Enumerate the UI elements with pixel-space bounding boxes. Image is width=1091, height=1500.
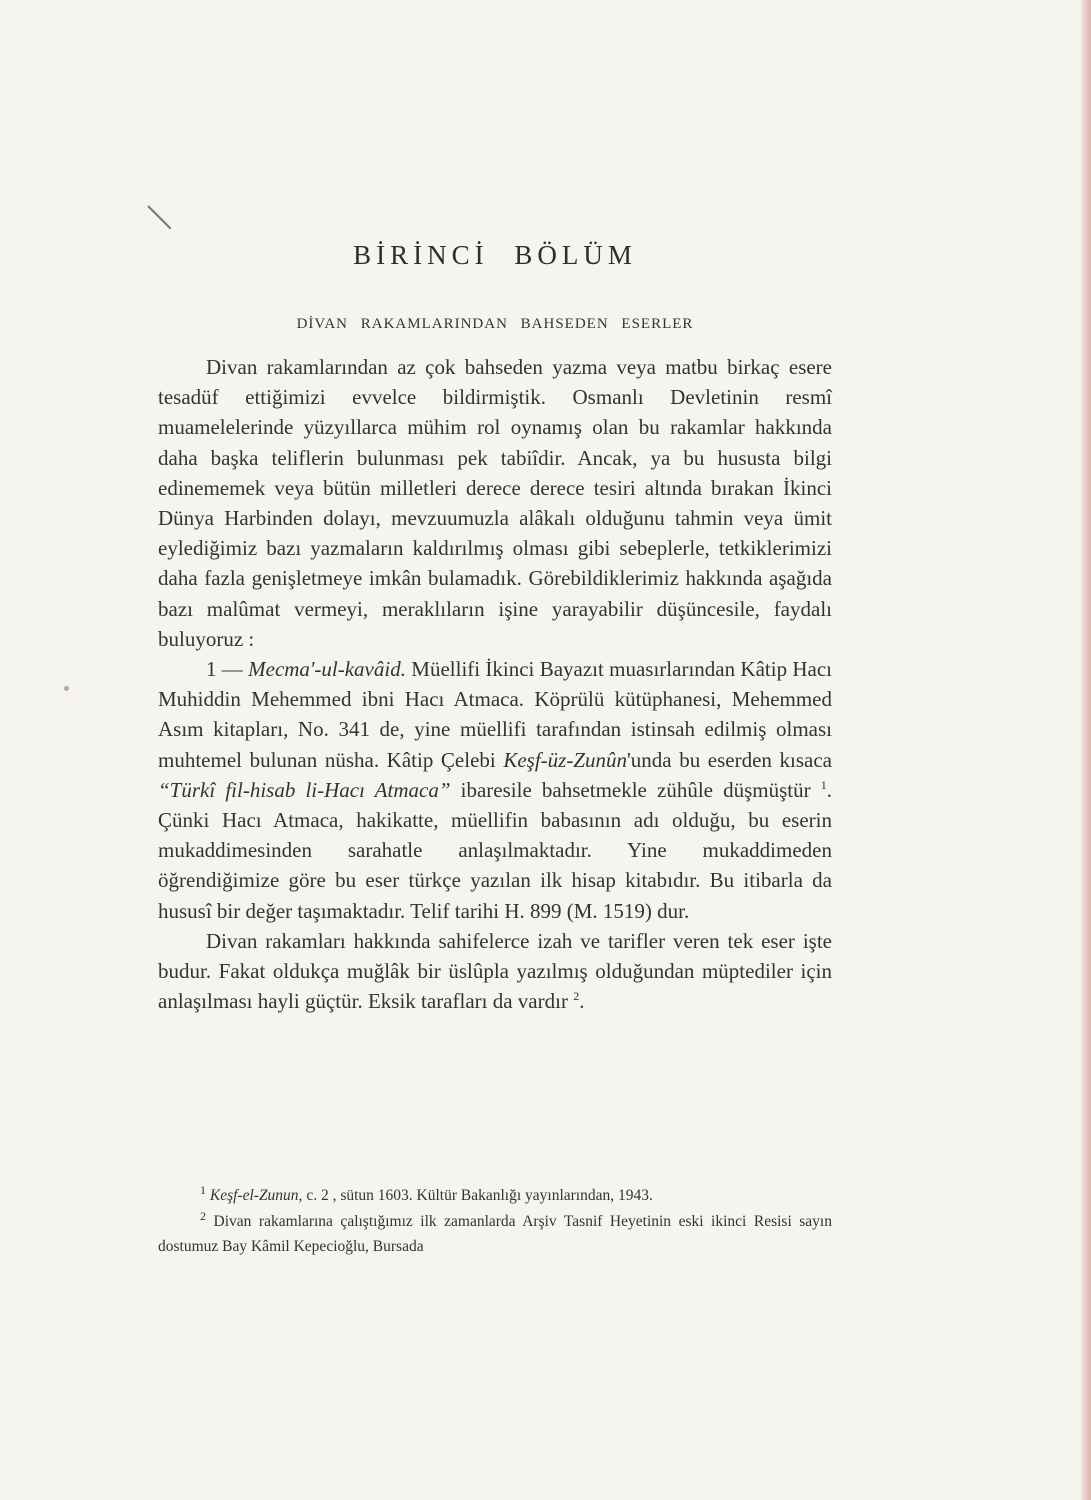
work-title: Mecma'-ul-kavâid. bbox=[248, 657, 406, 682]
main-text bbox=[158, 352, 832, 1016]
pencil-mark bbox=[147, 205, 171, 229]
page-edge bbox=[1081, 0, 1091, 1500]
footnote-text: Divan rakamlarına çalıştığımız ilk zamanlarda Arşiv Tasnif Heyetinin eski ikinci Resisi sayın dostumuz Bay Kâmil Kepecioğlu, Bursada bbox=[158, 1212, 832, 1255]
cited-title: Keşf-üz-Zunûn bbox=[503, 747, 628, 772]
text-segment: . bbox=[579, 989, 585, 1014]
footnote-1 bbox=[158, 1183, 832, 1209]
footnote-marker: 1 bbox=[200, 1182, 206, 1197]
text-segment: . Çünki Hacı Atmaca, hakikatte, müellifin babasının adı olduğu, bu eserin mukaddimesinden sarahatle anlaşılmaktadır. Yine mukaddimeden öğrendiğimize göre bu eser türkçe yazılan ilk hisap kitabıdır. Bu itibarla da hususî bir değer taşımaktadır. Telif tarihi H. 899 (M. 1519) dur. bbox=[158, 777, 833, 923]
paragraph-intro: Divan rakamlarından az çok bahseden yazma veya matbu birkaç esere tesadüf ettiğimizi evvelce bildirmiştik. Osmanlı Devletinin resmî muamelelerinde yüzyıllarca mühim rol oynamış olan bu rakamlar hakkında daha başka teliflerin bulunması pek tabiîdir. Ancak, ya bu hususta bilgi edinememek veya bütün milletleri derece derece tesiri altında bırakan İkinci Dünya Harbinden dolayı, mevzuumuzla alâkalı olduğunu tahmin veya ümit eylediğimiz bazı yazmaların kaldırılmış olması gibi sebeplerle, tetkiklerimizi daha fazla genişletmeye imkân bulamadık. Görebildiklerimiz hakkında aşağıda bazı malûmat vermeyi, meraklıların işine yarayabilir düşüncesile, faydalı buluyoruz : bbox=[158, 355, 832, 651]
footnote-marker: 2 bbox=[200, 1208, 206, 1223]
paragraph-item-1 bbox=[158, 654, 832, 926]
footnote-2 bbox=[158, 1209, 832, 1260]
chapter-title: BİRİNCİ BÖLÜM bbox=[353, 240, 637, 270]
paragraph-closing bbox=[158, 926, 832, 1017]
text-segment: Divan rakamları hakkında sahifelerce izah ve tarifler veren tek eser işte budur. Fakat oldukça muğlâk bir üslûpla yazılmış olduğundan müptediler için anlaşılması hayli güçtür. Eksik tarafları da vardır bbox=[158, 928, 832, 1014]
item-number: 1 — bbox=[206, 657, 243, 682]
footnote-ref[interactable]: 1 bbox=[820, 777, 827, 792]
text-segment: ibaresile bahsetmekle zühûle düşmüştür bbox=[460, 777, 811, 802]
footnotes bbox=[158, 1183, 832, 1260]
text-segment: 'unda bu eserden kısaca bbox=[627, 747, 832, 772]
footnote-text: c. 2 , sütun 1603. Kültür Bakanlığı yayınlarından, 1943. bbox=[306, 1187, 653, 1204]
ink-spot bbox=[64, 686, 69, 691]
footnote-ref[interactable]: 2 bbox=[573, 989, 580, 1004]
chapter-subtitle: DİVAN RAKAMLARINDAN BAHSEDEN ESERLER bbox=[296, 316, 694, 332]
text-segment: Müellifi İkinci Bayazıt muasırlarından Kâtip Hacı Muhiddin Mehemmed ibni Hacı Atmaca. Köprülü kütüphanesi, Mehemmed Asım kitapları, No. 341 de, yine müellifi tarafından istinsah edilmiş olması muhtemel bulunan nüsha. Kâtip Çelebi bbox=[158, 657, 833, 772]
footnote-title: Keşf-el-Zunun, bbox=[209, 1187, 303, 1204]
quoted-title: “Türkî fil-hisab li-Hacı Atmaca” bbox=[158, 777, 451, 802]
